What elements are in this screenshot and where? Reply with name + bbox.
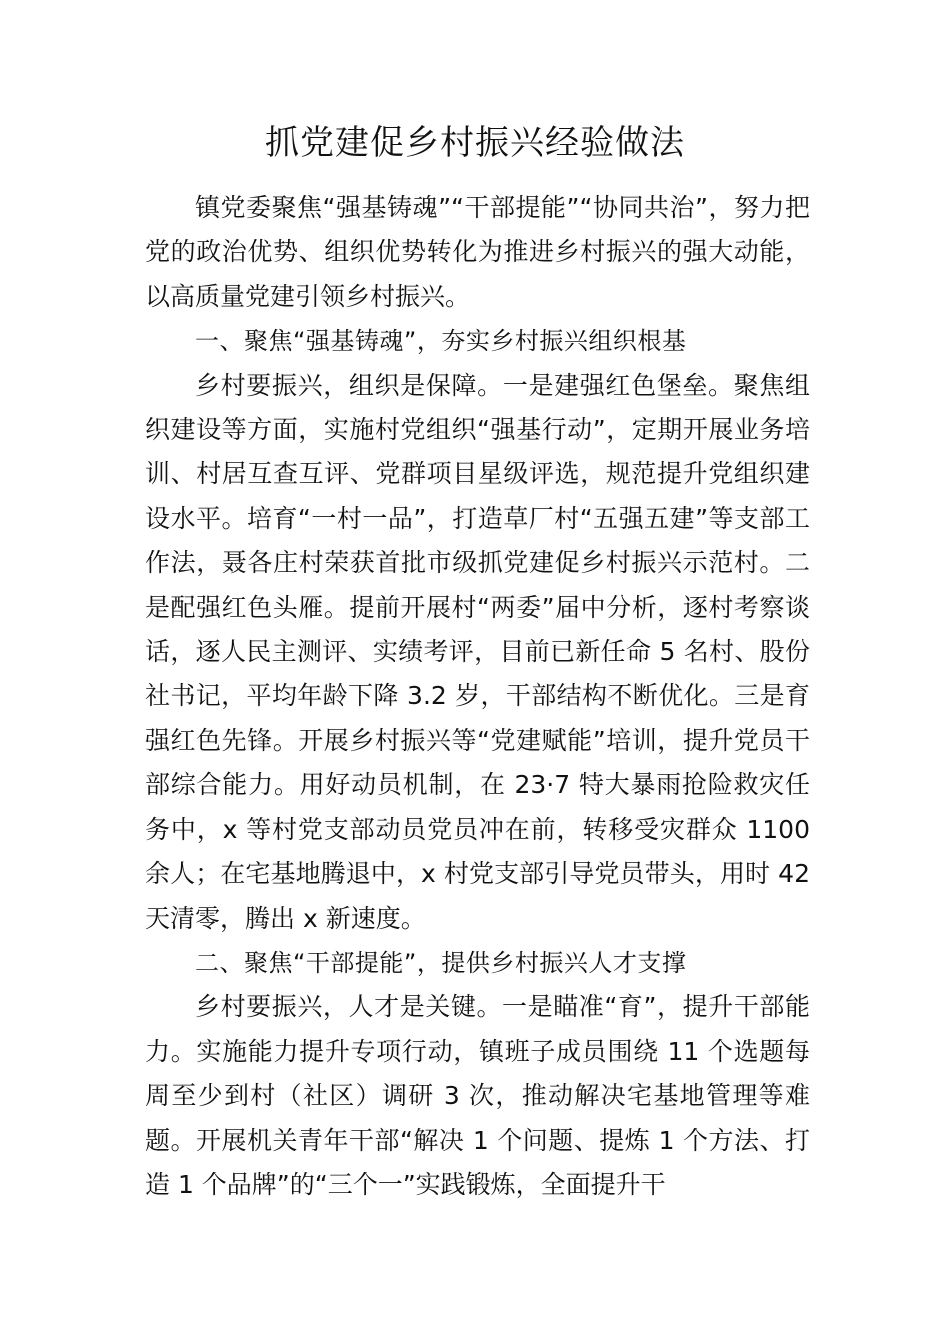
section-2-heading: 二、聚焦“干部提能”，提供乡村振兴人才支撑 — [195, 948, 687, 977]
document-body — [145, 186, 810, 1207]
section-1-paragraph: 乡村要振兴，组织是保障。一是建强红色堡垒。聚焦组织建设等方面，实施村党组织“强基行动”，定期开展业务培训、村居互查互评、党群项目星级评选，规范提升党组织建设水平。培育“一村一品”，打造草厂村“五强五建”等支部工作法，聂各庄村荣获首批市级抓党建促乡村振兴示范村。二是配强红色头雁。提前开展村“两委”届中分析，逐村考察谈话，逐人民主测评、实绩考评，目前已新任命 5 名村、股份社书记，平均年龄下降 3.2 岁，干部结构不断优化。三是育强红色先锋。开展乡村振兴等“党建赋能”培训，提升党员干部综合能力。用好动员机制，在 23·7 特大暴雨抢险救灾任务中，x 等村党支部动员党员冲在前，转移受灾群众 1100 余人；在宅基地腾退中，x 村党支部引导党员带头，用时 42 天清零，腾出 x 新速度。 — [145, 370, 810, 933]
section-1-heading: 一、聚焦“强基铸魂”，夯实乡村振兴组织根基 — [195, 327, 687, 356]
section-2-paragraph: 乡村要振兴，人才是关键。一是瞄准“育”，提升干部能力。实施能力提升专项行动，镇班子成员围绕 11 个选题每周至少到村（社区）调研 3 次，推动解决宅基地管理等难题。开展机关青年干部“解决 1 个问题、提炼 1 个方法、打造 1 个品牌”的“三个一”实践锻炼，全面提升干 — [145, 992, 810, 1199]
document-title: 抓党建促乡村振兴经验做法 — [265, 123, 685, 163]
intro-paragraph: 镇党委聚焦“强基铸魂”“干部提能”“协同共治”，努力把党的政治优势、组织优势转化为推进乡村振兴的强大动能，以高质量党建引领乡村振兴。 — [145, 193, 810, 311]
